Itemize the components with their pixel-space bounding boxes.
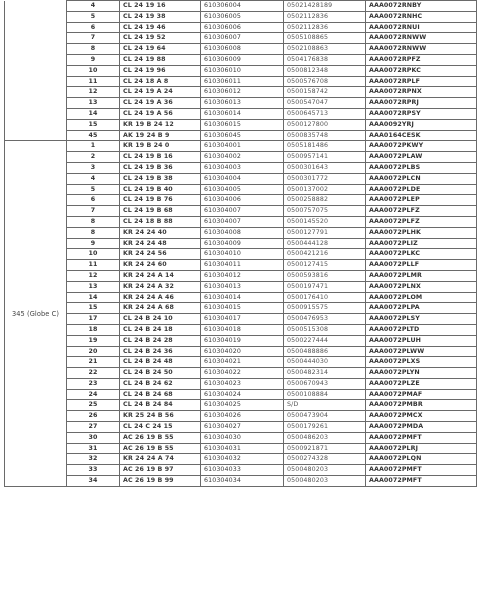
row-number: 9 — [67, 54, 120, 65]
row-number: 45 — [67, 130, 120, 141]
address-cell: KR 24 24 56 — [120, 249, 201, 260]
code-cell: 610304004 — [201, 173, 284, 184]
row-number: 31 — [67, 443, 120, 454]
section-label: 345 (Globe C) — [5, 141, 67, 487]
phone-cell: 0500835748 — [284, 130, 366, 141]
phone-cell: 0500227444 — [284, 335, 366, 346]
table-row — [5, 389, 477, 400]
code-cell: 610306011 — [201, 76, 284, 87]
reference-cell: AAA0072RNUI — [366, 22, 477, 33]
row-number: 30 — [67, 432, 120, 443]
reference-cell: AAA0072RNWW — [366, 44, 477, 55]
code-cell: 610304034 — [201, 476, 284, 487]
code-cell: 610306008 — [201, 44, 284, 55]
phone-cell: 0500301643 — [284, 162, 366, 173]
table-row — [5, 249, 477, 260]
address-cell: KR 19 B 24 0 — [120, 141, 201, 152]
address-cell: KR 19 B 24 12 — [120, 119, 201, 130]
table-row — [5, 98, 477, 109]
reference-cell: AAA0072PLBS — [366, 162, 477, 173]
code-cell: 610304005 — [201, 184, 284, 195]
address-cell: CL 24 B 24 68 — [120, 389, 201, 400]
phone-cell: 0500488886 — [284, 346, 366, 357]
code-cell: 610304013 — [201, 281, 284, 292]
table-row — [5, 292, 477, 303]
address-cell: CL 24 B 24 48 — [120, 357, 201, 368]
code-cell: 610304018 — [201, 324, 284, 335]
table-row — [5, 141, 477, 152]
reference-cell: AAA0072RNBY — [366, 1, 477, 12]
document-sheet — [4, 0, 476, 487]
table-row — [5, 335, 477, 346]
reference-cell: AAA0072PLHK — [366, 227, 477, 238]
address-cell: CL 24 19 46 — [120, 22, 201, 33]
phone-cell: 0500547047 — [284, 98, 366, 109]
address-cell: KR 25 24 B 56 — [120, 411, 201, 422]
row-number: 17 — [67, 314, 120, 325]
row-number: 20 — [67, 346, 120, 357]
code-cell: 610306004 — [201, 1, 284, 12]
row-number: 22 — [67, 368, 120, 379]
phone-cell: 0502108863 — [284, 44, 366, 55]
row-number: 7 — [67, 33, 120, 44]
reference-cell: AAA0072PLEP — [366, 195, 477, 206]
code-cell: 610304019 — [201, 335, 284, 346]
address-cell: CL 24 B 24 18 — [120, 324, 201, 335]
section-cell-blank — [5, 1, 67, 141]
code-cell: 610304030 — [201, 432, 284, 443]
table-row — [5, 108, 477, 119]
phone-cell: 0500274328 — [284, 454, 366, 465]
table-row — [5, 44, 477, 55]
address-table — [4, 0, 477, 487]
address-cell: CL 24 C 24 15 — [120, 422, 201, 433]
code-cell: 610304023 — [201, 378, 284, 389]
reference-cell: AAA0072PLOM — [366, 292, 477, 303]
phone-cell: 0500444030 — [284, 357, 366, 368]
row-number: 23 — [67, 378, 120, 389]
reference-cell: AAA0164CESK — [366, 130, 477, 141]
row-number: 4 — [67, 1, 120, 12]
phone-cell: 0500480203 — [284, 465, 366, 476]
code-cell: 610306005 — [201, 11, 284, 22]
row-number: 15 — [67, 303, 120, 314]
reference-cell: AAA0072PMDA — [366, 422, 477, 433]
reference-cell: AAA0072RPLF — [366, 76, 477, 87]
phone-cell: 0500127800 — [284, 119, 366, 130]
code-cell: 610304026 — [201, 411, 284, 422]
address-cell: CL 24 B 24 84 — [120, 400, 201, 411]
address-cell: KR 24 24 48 — [120, 238, 201, 249]
reference-cell: AAA0072PLCN — [366, 173, 477, 184]
address-cell: CL 24 B 24 36 — [120, 346, 201, 357]
table-body — [5, 1, 477, 487]
address-cell: CL 24 19 16 — [120, 1, 201, 12]
code-cell: 610306012 — [201, 87, 284, 98]
phone-cell: 0500645713 — [284, 108, 366, 119]
row-number: 13 — [67, 281, 120, 292]
row-number: 7 — [67, 206, 120, 217]
table-row — [5, 314, 477, 325]
row-number: 21 — [67, 357, 120, 368]
table-row — [5, 173, 477, 184]
address-cell: CL 24 19 88 — [120, 54, 201, 65]
code-cell: 610304015 — [201, 303, 284, 314]
phone-cell: 0500957141 — [284, 152, 366, 163]
row-number: 6 — [67, 22, 120, 33]
address-cell: AC 26 19 B 99 — [120, 476, 201, 487]
table-row — [5, 400, 477, 411]
address-cell: KR 24 24 A 46 — [120, 292, 201, 303]
reference-cell: AAA0072PMCX — [366, 411, 477, 422]
reference-cell: AAA0072PLDE — [366, 184, 477, 195]
reference-cell: AAA0072PMFT — [366, 476, 477, 487]
code-cell: 610304002 — [201, 152, 284, 163]
table-row — [5, 411, 477, 422]
table-row — [5, 238, 477, 249]
phone-cell: 0500480203 — [284, 476, 366, 487]
table-row — [5, 119, 477, 130]
reference-cell: AAA0072PLIZ — [366, 238, 477, 249]
reference-cell: AAA0072PLQN — [366, 454, 477, 465]
address-cell: KR 24 24 A 74 — [120, 454, 201, 465]
phone-cell: 0500127791 — [284, 227, 366, 238]
code-cell: 610304033 — [201, 465, 284, 476]
row-number: 15 — [67, 119, 120, 130]
reference-cell: AAA0072PLLF — [366, 260, 477, 271]
address-cell: CL 24 18 B 88 — [120, 216, 201, 227]
row-number: 2 — [67, 152, 120, 163]
code-cell: 610306013 — [201, 98, 284, 109]
row-number: 9 — [67, 238, 120, 249]
reference-cell: AAA0072PLMR — [366, 270, 477, 281]
phone-cell: 0500486203 — [284, 432, 366, 443]
phone-cell: 0500258882 — [284, 195, 366, 206]
table-row — [5, 11, 477, 22]
address-cell: CL 24 19 64 — [120, 44, 201, 55]
table-row — [5, 432, 477, 443]
code-cell: 610304010 — [201, 249, 284, 260]
code-cell: 610304003 — [201, 162, 284, 173]
code-cell: 610304014 — [201, 292, 284, 303]
reference-cell: AAA0072PLXS — [366, 357, 477, 368]
phone-cell: 0500444128 — [284, 238, 366, 249]
phone-cell: 0500476953 — [284, 314, 366, 325]
reference-cell: AAA0072PLZE — [366, 378, 477, 389]
row-number: 1 — [67, 141, 120, 152]
reference-cell: AAA0072RPRJ — [366, 98, 477, 109]
reference-cell: AAA0072PLRJ — [366, 443, 477, 454]
address-cell: CL 24 19 B 16 — [120, 152, 201, 163]
address-cell: CL 24 19 B 68 — [120, 206, 201, 217]
phone-cell: 0500179261 — [284, 422, 366, 433]
table-row — [5, 378, 477, 389]
phone-cell: 0500915575 — [284, 303, 366, 314]
phone-cell: 0500421216 — [284, 249, 366, 260]
row-number: 25 — [67, 400, 120, 411]
phone-cell: 0502112836 — [284, 11, 366, 22]
reference-cell: AAA0092YRJ — [366, 119, 477, 130]
row-number: 4 — [67, 173, 120, 184]
row-number: 8 — [67, 44, 120, 55]
table-row — [5, 476, 477, 487]
code-cell: 610306007 — [201, 33, 284, 44]
row-number: 33 — [67, 465, 120, 476]
address-cell: CL 24 B 24 50 — [120, 368, 201, 379]
phone-cell: 0505181486 — [284, 141, 366, 152]
row-number: 32 — [67, 454, 120, 465]
table-row — [5, 368, 477, 379]
address-cell: CL 24 19 B 40 — [120, 184, 201, 195]
reference-cell: AAA0072PKWY — [366, 141, 477, 152]
table-row — [5, 206, 477, 217]
address-cell: KR 24 24 60 — [120, 260, 201, 271]
code-cell: 610304007 — [201, 206, 284, 217]
row-number: 5 — [67, 184, 120, 195]
phone-cell: 0505108865 — [284, 33, 366, 44]
phone-cell: 0500158742 — [284, 87, 366, 98]
phone-cell: 05021428189 — [284, 1, 366, 12]
reference-cell: AAA0072PMAF — [366, 389, 477, 400]
reference-cell: AAA0072PLUH — [366, 335, 477, 346]
code-cell: 610306014 — [201, 108, 284, 119]
table-row — [5, 270, 477, 281]
code-cell: 610306009 — [201, 54, 284, 65]
table-row — [5, 33, 477, 44]
code-cell: 610304022 — [201, 368, 284, 379]
table-row — [5, 54, 477, 65]
reference-cell: AAA0072PMFT — [366, 432, 477, 443]
reference-cell: AAA0072RPNX — [366, 87, 477, 98]
address-cell: KR 24 24 A 68 — [120, 303, 201, 314]
reference-cell: AAA0072RPSY — [366, 108, 477, 119]
row-number: 8 — [67, 216, 120, 227]
row-number: 27 — [67, 422, 120, 433]
reference-cell: AAA0072PLFZ — [366, 206, 477, 217]
row-number: 10 — [67, 249, 120, 260]
row-number: 12 — [67, 270, 120, 281]
code-cell: 610304021 — [201, 357, 284, 368]
phone-cell: 0500812348 — [284, 65, 366, 76]
reference-cell: AAA0072PLYN — [366, 368, 477, 379]
table-row — [5, 152, 477, 163]
code-cell: 610304031 — [201, 443, 284, 454]
table-row — [5, 130, 477, 141]
table-row — [5, 87, 477, 98]
reference-cell: AAA0072PLNX — [366, 281, 477, 292]
table-row — [5, 76, 477, 87]
phone-cell: 0500301772 — [284, 173, 366, 184]
reference-cell: AAA0072PLWW — [366, 346, 477, 357]
phone-cell: 0500576708 — [284, 76, 366, 87]
code-cell: 610306010 — [201, 65, 284, 76]
table-row — [5, 162, 477, 173]
code-cell: 610306006 — [201, 22, 284, 33]
address-cell: CL 24 19 B 36 — [120, 162, 201, 173]
phone-cell: 0500137002 — [284, 184, 366, 195]
code-cell: 610304027 — [201, 422, 284, 433]
table-row — [5, 422, 477, 433]
address-cell: CL 24 19 96 — [120, 65, 201, 76]
address-cell: AK 19 24 B 9 — [120, 130, 201, 141]
reference-cell: AAA0072PLKC — [366, 249, 477, 260]
reference-cell: AAA0072PLPA — [366, 303, 477, 314]
address-cell: KR 24 24 A 14 — [120, 270, 201, 281]
row-number: 14 — [67, 108, 120, 119]
row-number: 11 — [67, 260, 120, 271]
reference-cell: AAA0072RNWW — [366, 33, 477, 44]
address-cell: CL 24 B 24 10 — [120, 314, 201, 325]
row-number: 8 — [67, 227, 120, 238]
phone-cell: 0500757075 — [284, 206, 366, 217]
reference-cell: AAA0072RPFZ — [366, 54, 477, 65]
address-cell: CL 24 19 A 56 — [120, 108, 201, 119]
address-cell: CL 24 19 38 — [120, 11, 201, 22]
phone-cell: 0500593816 — [284, 270, 366, 281]
phone-cell: 0500473904 — [284, 411, 366, 422]
phone-cell: 0500197471 — [284, 281, 366, 292]
table-row — [5, 324, 477, 335]
address-cell: CL 24 19 B 76 — [120, 195, 201, 206]
table-row — [5, 216, 477, 227]
code-cell: 610304008 — [201, 227, 284, 238]
phone-cell: S/D — [284, 400, 366, 411]
table-row — [5, 22, 477, 33]
code-cell: 610304006 — [201, 195, 284, 206]
code-cell: 610304025 — [201, 400, 284, 411]
row-number: 13 — [67, 98, 120, 109]
reference-cell: AAA0072PLFZ — [366, 216, 477, 227]
row-number: 24 — [67, 389, 120, 400]
address-cell: CL 24 19 52 — [120, 33, 201, 44]
table-row — [5, 65, 477, 76]
table-row — [5, 454, 477, 465]
phone-cell: 0500145520 — [284, 216, 366, 227]
reference-cell: AAA0072RNHC — [366, 11, 477, 22]
phone-cell: 0500482314 — [284, 368, 366, 379]
code-cell: 610304032 — [201, 454, 284, 465]
code-cell: 610304009 — [201, 238, 284, 249]
phone-cell: 0500127415 — [284, 260, 366, 271]
row-number: 19 — [67, 335, 120, 346]
row-number: 12 — [67, 87, 120, 98]
address-cell: AC 26 19 B 55 — [120, 443, 201, 454]
address-cell: AC 26 19 B 55 — [120, 432, 201, 443]
table-row — [5, 281, 477, 292]
code-cell: 610306015 — [201, 119, 284, 130]
phone-cell: 0500515308 — [284, 324, 366, 335]
phone-cell: 0504176838 — [284, 54, 366, 65]
address-cell: AC 26 19 B 97 — [120, 465, 201, 476]
code-cell: 610304011 — [201, 260, 284, 271]
phone-cell: 0500670943 — [284, 378, 366, 389]
code-cell: 610304012 — [201, 270, 284, 281]
code-cell: 610304020 — [201, 346, 284, 357]
row-number: 5 — [67, 11, 120, 22]
table-row — [5, 346, 477, 357]
address-cell: CL 24 B 24 28 — [120, 335, 201, 346]
row-number: 14 — [67, 292, 120, 303]
code-cell: 610304024 — [201, 389, 284, 400]
row-number: 34 — [67, 476, 120, 487]
table-row — [5, 357, 477, 368]
row-number: 26 — [67, 411, 120, 422]
code-cell: 610306045 — [201, 130, 284, 141]
address-cell: CL 24 19 A 36 — [120, 98, 201, 109]
row-number: 10 — [67, 65, 120, 76]
phone-cell: 0500921871 — [284, 443, 366, 454]
reference-cell: AAA0072PMFT — [366, 465, 477, 476]
row-number: 3 — [67, 162, 120, 173]
row-number: 6 — [67, 195, 120, 206]
code-cell: 610304001 — [201, 141, 284, 152]
address-cell: CL 24 B 24 62 — [120, 378, 201, 389]
row-number: 11 — [67, 76, 120, 87]
address-cell: CL 24 18 A 8 — [120, 76, 201, 87]
address-cell: CL 24 19 A 24 — [120, 87, 201, 98]
reference-cell: AAA0072PLAW — [366, 152, 477, 163]
reference-cell: AAA0072PLSY — [366, 314, 477, 325]
table-row — [5, 465, 477, 476]
code-cell: 610304007 — [201, 216, 284, 227]
address-cell: KR 24 24 A 32 — [120, 281, 201, 292]
address-cell: KR 24 24 40 — [120, 227, 201, 238]
table-row — [5, 227, 477, 238]
reference-cell: AAA0072PLTD — [366, 324, 477, 335]
reference-cell: AAA0072PMBR — [366, 400, 477, 411]
table-row — [5, 195, 477, 206]
table-row — [5, 443, 477, 454]
table-row — [5, 184, 477, 195]
table-row — [5, 260, 477, 271]
phone-cell: 0502112836 — [284, 22, 366, 33]
table-row — [5, 303, 477, 314]
reference-cell: AAA0072RPKC — [366, 65, 477, 76]
row-number: 18 — [67, 324, 120, 335]
table-row — [5, 1, 477, 12]
code-cell: 610304017 — [201, 314, 284, 325]
phone-cell: 0500176410 — [284, 292, 366, 303]
address-cell: CL 24 19 B 38 — [120, 173, 201, 184]
phone-cell: 0500108884 — [284, 389, 366, 400]
